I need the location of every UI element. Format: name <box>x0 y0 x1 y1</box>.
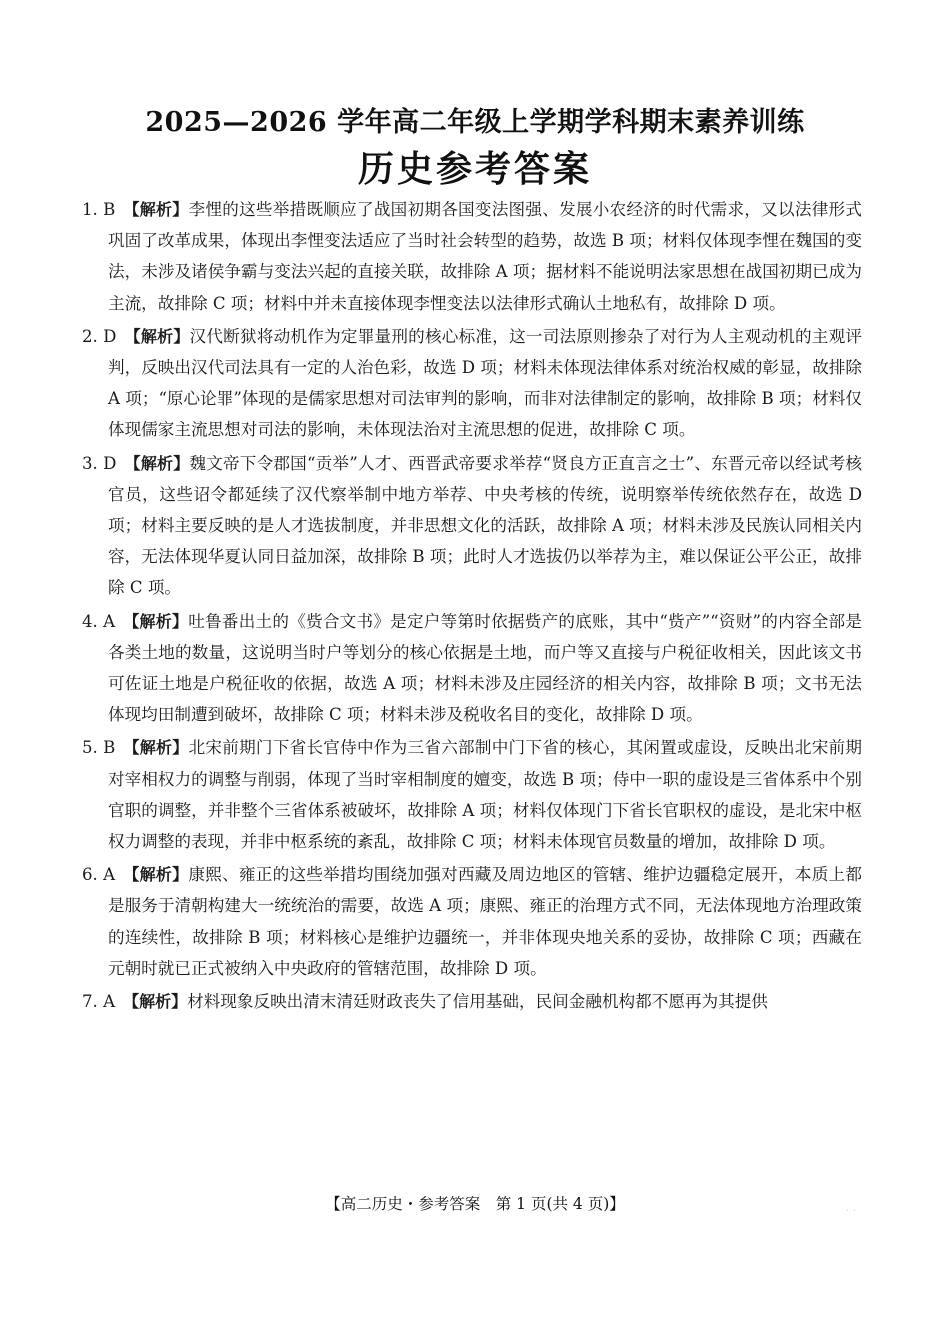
answer-text: 李悝的这些举措既顺应了战国初期各国变法图强、发展小农经济的时代需求，又以法律形式巩固了改革成果，体现出李悝变法适应了当时社会转型的趋势，故选 B 项；材料仅体现李悝在魏国的变法，未涉及诸侯争霸与变法兴起的直接关联，故排除 A 项；据材料不能说明法家思想在战国初期已成为主流，故排除 C 项；材料中并未直接体现李悝变法以法律形式确认土地私有，故排除 D 项。 <box>108 200 862 313</box>
answer-text: 魏文帝下令郡国“贡举”人才、西晋武帝要求举荐“贤良方正直言之士”、东晋元帝以经试考核官员，这些诏令都延续了汉代察举制中地方举荐、中央考核的传统，说明察举传统依然存在，故选 D 项；材料主要反映的是人才选拔制度，并非思想文化的活跃，故排除 A 项；材料未涉及民族认同相关内容，无法体现华夏认同日益加深，故排除 B 项；此时人才选拔仍以举荐为主，难以保证公平公正，故排除 C 项。 <box>108 453 862 598</box>
analysis-tag: 【解析】 <box>123 992 188 1012</box>
answer-text: 吐鲁番出土的《赀合文书》是定户等第时依据赀产的底账，其中“赀产”“资财”的内容全部是各类土地的数量，这说明当时户等划分的核心依据是土地，而户等又直接与户税征收相关，因此该文书可佐证土地是户税征收的依据，故选 A 项；材料未涉及庄园经济的相关内容，故排除 B 项；文书无法体现均田制遭到破坏，故排除 C 项；材料未涉及税收名目的变化，故排除 D 项。 <box>108 611 862 725</box>
analysis-tag: 【解析】 <box>124 326 190 346</box>
analysis-tag: 【解析】 <box>124 453 190 473</box>
answer-item-6 <box>82 859 862 984</box>
analysis-tag: 【解析】 <box>123 611 189 631</box>
answer-text: 北宋前期门下省长官侍中作为三省六部制中门下省的核心，其闲置或虚设，反映出北宋前期对宰相权力的调整与削弱，体现了当时宰相制度的嬗变，故选 B 项；侍中一职的虚设是三省体系中个别官职的调整，并非整个三省体系被破坏，故排除 A 项；材料仅体现门下省长官职权的虚设，是北宋中枢权力调整的表现，并非中枢系统的紊乱，故排除 C 项；材料未体现官员数量的增加，故排除 D 项。 <box>108 738 862 852</box>
answer-number: 2. D <box>82 326 117 346</box>
analysis-tag: 【解析】 <box>123 738 189 758</box>
answer-item-7 <box>82 986 862 1017</box>
page-title-exam: 2025—2026 学年高二年级上学期学科期末素养训练 <box>145 107 805 138</box>
answer-number: 7. A <box>82 992 116 1012</box>
answer-number: 1. B <box>82 200 116 219</box>
answer-number: 3. D <box>82 453 117 473</box>
page-title-subject: 历史参考答案 <box>357 149 592 190</box>
answer-item-1 <box>82 194 862 319</box>
page-footer: 【高二历史・参考答案 第 1 页(共 4 页)】 <box>325 1195 625 1213</box>
answer-number: 5. B <box>82 738 116 758</box>
analysis-tag: 【解析】 <box>123 200 189 219</box>
answer-list <box>82 194 862 1019</box>
answer-number: 4. A <box>82 611 116 631</box>
answer-item-2 <box>82 321 862 446</box>
answer-text: 康熙、雍正的这些举措均围绕加强对西藏及周边地区的管辖、维护边疆稳定展开，本质上都是服务于清朝构建大一统统治的需要，故选 A 项；康熙、雍正的治理方式不同，无法体现地方治理政策的连续性，故排除 B 项；材料核心是维护边疆统一，并非体现央地关系的妥协，故排除 C 项；西藏在元朝时就已正式被纳入中央政府的管辖范围，故排除 D 项。 <box>108 865 862 978</box>
answer-item-5 <box>82 732 862 857</box>
answer-text: 汉代断狱将动机作为定罪量刑的核心标准，这一司法原则掺杂了对行为人主观动机的主观评判，反映出汉代司法具有一定的人治色彩，故选 D 项；材料未体现法律体系对统治权威的彰显，故排除 A 项；“原心论罪”体现的是儒家思想对司法审判的影响，而非对法律制定的影响，故排除 B 项；材料仅体现儒家主流思想对司法的影响，未体现法治对主流思想的促进，故排除 C 项。 <box>108 326 862 440</box>
answer-number: 6. A <box>82 865 116 885</box>
answer-item-3 <box>82 448 862 604</box>
answer-text: 材料现象反映出清末清廷财政丧失了信用基础，民间金融机构都不愿再为其提供 <box>187 992 768 1012</box>
answer-item-4 <box>82 606 862 731</box>
scan-mark: · · <box>846 1206 857 1215</box>
analysis-tag: 【解析】 <box>123 865 189 885</box>
